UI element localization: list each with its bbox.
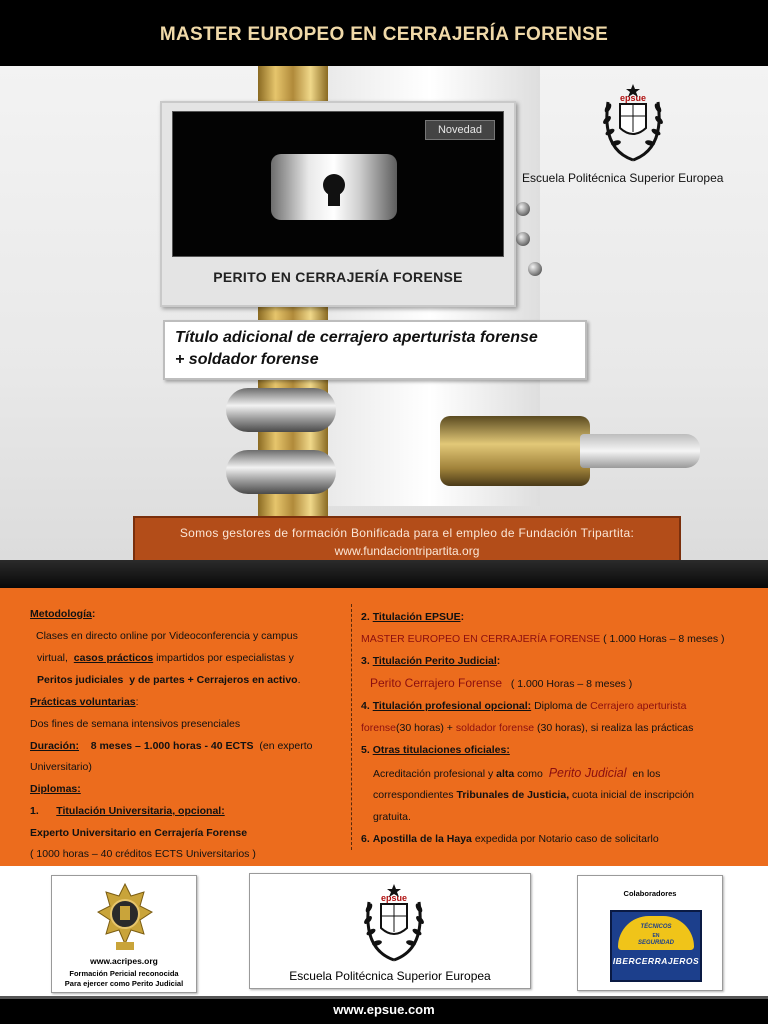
course-subtitle-box (163, 320, 587, 380)
header-bar (0, 0, 768, 66)
metodologia-text-1: Clases en directo online por Videoconferencia y campus (36, 630, 298, 642)
item5-text-1: Acreditación profesional y alta como Perito Judicial en los (373, 766, 661, 780)
item5-text-3: gratuita. (373, 811, 411, 823)
item5-text-2: correspondientes Tribunales de Justicia, cuota inicial de inscripción (373, 789, 695, 801)
padlock-icon (271, 154, 397, 220)
epsue-name: Escuela Politécnica Superior Europea (289, 969, 491, 983)
acripes-line-2: Formación Pericial reconocida (69, 969, 179, 978)
epsue-logo-text: epsue (619, 93, 647, 103)
metodologia-heading: Metodología: (30, 608, 96, 620)
product-label: PERITO EN CERRAJERÍA FORENSE (213, 269, 463, 285)
duracion-line: Duración: 8 meses – 1.000 horas - 40 ECTS (en experto (30, 740, 313, 752)
tripartita-link[interactable]: www.fundaciontripartita.org (334, 544, 480, 558)
lock-bolt-graphic (226, 388, 336, 432)
item4-heading: 4. Titulación profesional opcional: Diploma de Cerrajero aperturista (361, 700, 687, 712)
acripes-url[interactable]: www.acripes.org (90, 956, 158, 966)
item3-text: Perito Cerrajero Forense ( 1.000 Horas – 8 meses ) (370, 676, 633, 690)
ibercerrajeros-emblem (618, 916, 694, 950)
site-url[interactable]: www.epsue.com (333, 1002, 435, 1017)
info-section (0, 588, 768, 866)
metodologia-text-2: virtual, casos prácticos impartidos por especialistas y (37, 652, 294, 664)
epsue-logo-text: epsue (380, 893, 408, 903)
epsue-box (249, 873, 531, 989)
bottom-bar-line (0, 996, 768, 999)
item2-text: MASTER EUROPEO EN CERRAJERÍA FORENSE ( 1.000 Horas – 8 meses ) (361, 633, 725, 645)
novedad-badge: Novedad (425, 120, 495, 140)
bottom-bar (0, 996, 768, 1024)
acripes-line-3: Para ejercer como Perito Judicial (64, 979, 184, 988)
column-divider (351, 604, 352, 850)
item2-heading: 2. Titulación EPSUE: (361, 611, 465, 623)
subtitle-line-2: + soldador forense (175, 351, 319, 368)
collab-h1: TÉCNICOS (640, 924, 672, 930)
epsue-laurel-logo-icon (361, 882, 427, 964)
item1-heading: 1. Titulación Universitaria, opcional: (30, 805, 225, 817)
practicas-text: Dos fines de semana intensivos presenciales (30, 718, 241, 730)
key-graphic (580, 434, 700, 468)
item1-detail: ( 1000 horas – 40 créditos ECTS Universitarios ) (30, 848, 256, 860)
keyhole-slot (328, 188, 340, 206)
lock-cylinder-graphic (440, 416, 590, 486)
ibercerrajeros-brand: IBERCERRAJEROS (612, 956, 700, 966)
collab-h2: EN (652, 933, 660, 939)
epsue-laurel-logo-icon (600, 82, 666, 164)
colaboradores-box (577, 875, 723, 991)
item6-text: 6. Apostilla de la Haya expedida por Notario caso de solicitarlo (361, 833, 659, 845)
item4-text: forense(30 horas) + soldador forense (30 horas), si realiza las prácticas (361, 722, 694, 734)
item5-heading: 5. Otras titulaciones oficiales: (361, 744, 510, 756)
item3-heading: 3. Titulación Perito Judicial: (361, 655, 501, 667)
subtitle-line-1: Título adicional de cerrajero aperturista forense (175, 329, 538, 346)
ibercerrajeros-logo[interactable] (610, 910, 702, 982)
school-name: Escuela Politécnica Superior Europea (522, 171, 724, 185)
product-screen (172, 111, 504, 257)
colaboradores-title: Colaboradores (623, 889, 677, 898)
product-box (160, 101, 516, 307)
lock-bolt-graphic (226, 450, 336, 494)
banner-text: Somos gestores de formación Bonificada para el empleo de Fundación Tripartita: (179, 526, 635, 540)
metodologia-text-3: Peritos judiciales y de partes + Cerrajeros en activo. (37, 674, 301, 686)
dark-band (0, 560, 768, 588)
lock-stud-graphic (516, 232, 530, 246)
item1-text: Experto Universitario en Cerrajería Forense (30, 827, 248, 839)
diplomas-heading: Diplomas: (30, 783, 81, 795)
lock-stud-graphic (516, 202, 530, 216)
practicas-heading: Prácticas voluntarias: (30, 696, 139, 708)
acripes-box[interactable] (51, 875, 197, 993)
tripartita-banner (133, 516, 681, 566)
page-title: MASTER EUROPEO EN CERRAJERÍA FORENSE (159, 24, 609, 45)
collab-h3: SEGURIDAD (637, 940, 674, 946)
acripes-badge-icon (96, 882, 154, 952)
duracion-note: Universitario) (30, 761, 92, 773)
lock-stud-graphic (528, 262, 542, 276)
